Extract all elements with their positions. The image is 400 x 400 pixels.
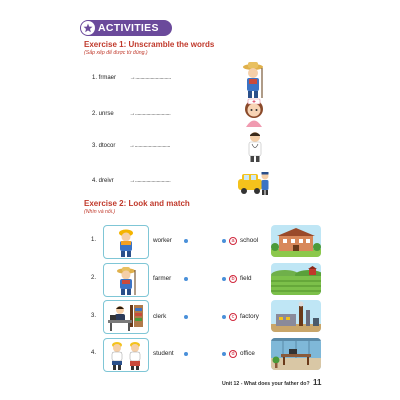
scrambled-word: 3. dtocor — [92, 143, 116, 149]
answer-blank[interactable]: →............................ — [129, 75, 171, 81]
field-scene — [271, 263, 321, 295]
clerk-picture-frame — [103, 300, 149, 334]
office-illustration — [271, 338, 321, 370]
activities-title: ACTIVITIES — [98, 22, 159, 34]
match-dot-right[interactable] — [222, 239, 226, 243]
farmer-illustration — [104, 264, 148, 296]
farmer-illustration — [238, 60, 268, 100]
taxi-driver-illustration — [236, 170, 272, 196]
unscramble-item-2 — [92, 111, 170, 117]
unscramble-item-4 — [92, 178, 170, 184]
exercise2-title: Exercise 2: Look and match — [84, 199, 190, 208]
unit-footer: Unit 12 - What does your father do? — [222, 381, 310, 387]
farmer-picture-frame — [103, 263, 149, 297]
activities-icon — [81, 21, 95, 35]
school-scene — [271, 225, 321, 257]
clerk-illustration — [104, 301, 148, 333]
scrambled-word: 1. frmaer — [92, 75, 117, 81]
option-office: office — [240, 350, 255, 357]
exercise2-subtitle: (Nhìn và nối.) — [84, 209, 116, 215]
unscramble-item-1 — [92, 75, 171, 81]
scrambled-word: 4. dreivr — [92, 178, 114, 184]
option-factory: factory — [240, 313, 259, 320]
nurse-illustration — [240, 98, 268, 128]
office-scene — [271, 338, 321, 370]
match-number: 3. — [91, 313, 97, 319]
match-word-farmer: farmer — [153, 275, 172, 282]
answer-blank[interactable]: →............................ — [129, 111, 171, 117]
option-letter: c — [229, 313, 237, 321]
option-letter: d — [229, 350, 237, 358]
factory-illustration — [271, 300, 321, 332]
students-illustration — [104, 339, 148, 371]
match-word-student: student — [153, 350, 174, 357]
worker-picture-frame — [103, 225, 149, 259]
page-number: 11 — [313, 378, 322, 387]
match-dot-left[interactable] — [184, 352, 188, 356]
unscramble-item-3 — [92, 143, 170, 149]
option-letter: b — [229, 275, 237, 283]
scrambled-word: 2. unrse — [92, 111, 114, 117]
answer-blank[interactable]: →............................ — [129, 143, 171, 149]
exercise1-subtitle: (Sắp xếp để được từ đúng.) — [84, 50, 148, 56]
field-illustration — [271, 263, 321, 295]
match-number: 4. — [91, 350, 97, 356]
match-dot-right[interactable] — [222, 352, 226, 356]
option-letter: a — [229, 237, 237, 245]
match-word-worker: worker — [153, 237, 172, 244]
factory-scene — [271, 300, 321, 332]
student-picture-frame — [103, 338, 149, 372]
school-illustration — [271, 225, 321, 257]
doctor-illustration — [243, 131, 267, 163]
match-dot-left[interactable] — [184, 315, 188, 319]
match-dot-left[interactable] — [184, 277, 188, 281]
match-dot-right[interactable] — [222, 277, 226, 281]
match-word-clerk: clerk — [153, 313, 167, 320]
exercise1-title: Exercise 1: Unscramble the words — [84, 40, 215, 49]
match-number: 2. — [91, 275, 97, 281]
match-dot-right[interactable] — [222, 315, 226, 319]
option-field: field — [240, 275, 252, 282]
match-dot-left[interactable] — [184, 239, 188, 243]
worker-illustration — [104, 226, 148, 258]
match-number: 1. — [91, 237, 97, 243]
answer-blank[interactable]: →............................ — [129, 178, 171, 184]
option-school: school — [240, 237, 259, 244]
